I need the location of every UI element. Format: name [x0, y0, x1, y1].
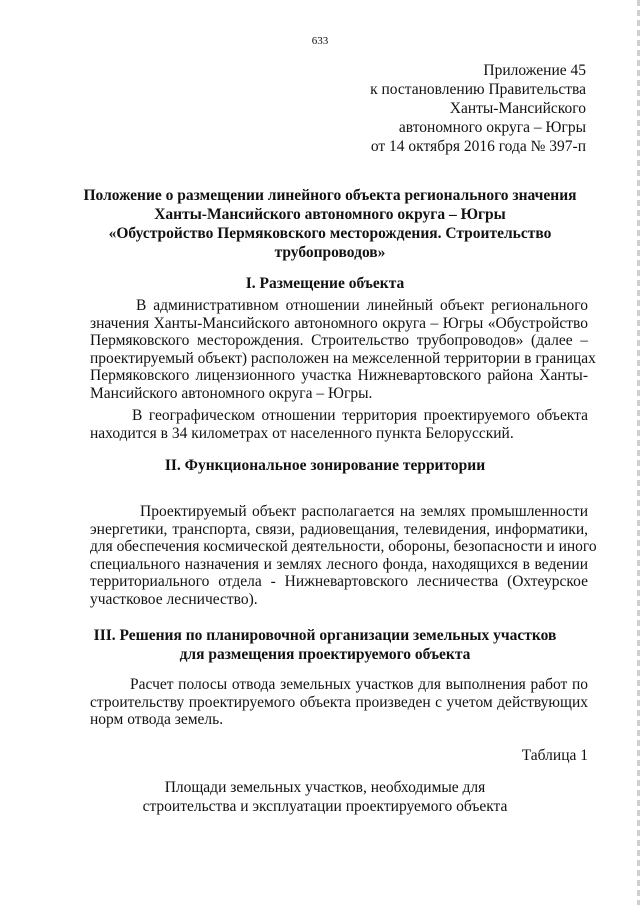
title-line: «Обустройство Пермяковского месторождения. Строительство — [108, 225, 552, 242]
section-heading-3 — [60, 626, 590, 664]
text-line: Проектируемый объект располагается на землях промышленности — [140, 503, 588, 520]
appendix-block — [286, 61, 586, 156]
appendix-line: автономного округа – Югры — [398, 119, 586, 136]
appendix-line: от 14 октября 2016 года № 397-п — [370, 138, 586, 155]
section3-paragraph-1 — [90, 676, 588, 729]
section2-paragraph-1 — [90, 503, 597, 608]
text-line: специального назначения и землях лесного фонда, находящихся в ведении — [90, 555, 588, 573]
text-line: Пермяковского лицензионного участка Нижневартовского района Ханты- — [90, 367, 588, 384]
table-caption-line: строительства и эксплуатации проектируемого объекта — [142, 798, 508, 815]
title-line: трубопроводов» — [274, 244, 386, 261]
document-title — [80, 186, 580, 262]
page-number: 633 — [311, 35, 329, 47]
section-heading-text: III. Решения по планировочной организации земельных участков — [93, 627, 557, 644]
section-heading-1 — [60, 274, 590, 293]
text-line: находится в 34 километрах от населенного пункта Белорусский. — [90, 424, 514, 442]
appendix-line: к постановлению Правительства — [370, 81, 586, 98]
section-heading-text: для размещения проектируемого объекта — [179, 646, 471, 663]
section1-paragraph-1 — [90, 297, 596, 402]
title-line: Положение о размещении линейного объекта регионального значения — [83, 187, 577, 204]
text-line: Пермяковского месторождения. Строительство трубопроводов» (далее – — [90, 332, 588, 349]
text-line: для обеспечения космической деятельности, обороны, безопасности и иного — [90, 538, 597, 555]
section1-paragraph-2 — [90, 407, 588, 442]
table-label: Таблица 1 — [521, 747, 588, 764]
appendix-line: Приложение 45 — [483, 62, 586, 79]
text-line: территориального отдела - Нижневартовского лесничества (Охтеурское — [90, 573, 588, 590]
text-line: строительству проектируемого объекта произведен с учетом действующих — [90, 693, 588, 711]
text-line: Мансийского автономного округа – Югры. — [90, 384, 373, 402]
text-line: энергетики, транспорта, связи, радиовещания, телевидения, информатики, — [90, 520, 588, 538]
appendix-line: Ханты-Мансийского — [449, 100, 586, 117]
section-heading-2 — [60, 456, 590, 475]
text-line: В географическом отношении территория проектируемого объекта — [132, 407, 588, 424]
text-line: участковое лесничество). — [90, 590, 258, 608]
text-line: В административном отношении линейный объект регионального — [136, 297, 588, 314]
text-line: значения Ханты-Мансийского автономного округа – Югры «Обустройство — [90, 314, 588, 332]
section-heading-text: I. Размещение объекта — [245, 275, 405, 292]
title-line: Ханты-Мансийского автономного округа – Югры — [154, 206, 506, 223]
section-heading-text: II. Функциональное зонирование территории — [164, 457, 486, 474]
text-line: норм отвода земель. — [90, 711, 224, 728]
text-line: Расчет полосы отвода земельных участков для выполнения работ по — [130, 676, 588, 693]
table-caption — [60, 778, 590, 816]
text-line: проектируемый объект) расположен на межселенной территории в границах — [90, 349, 596, 367]
table-caption-line: Площади земельных участков, необходимые для — [164, 779, 486, 796]
